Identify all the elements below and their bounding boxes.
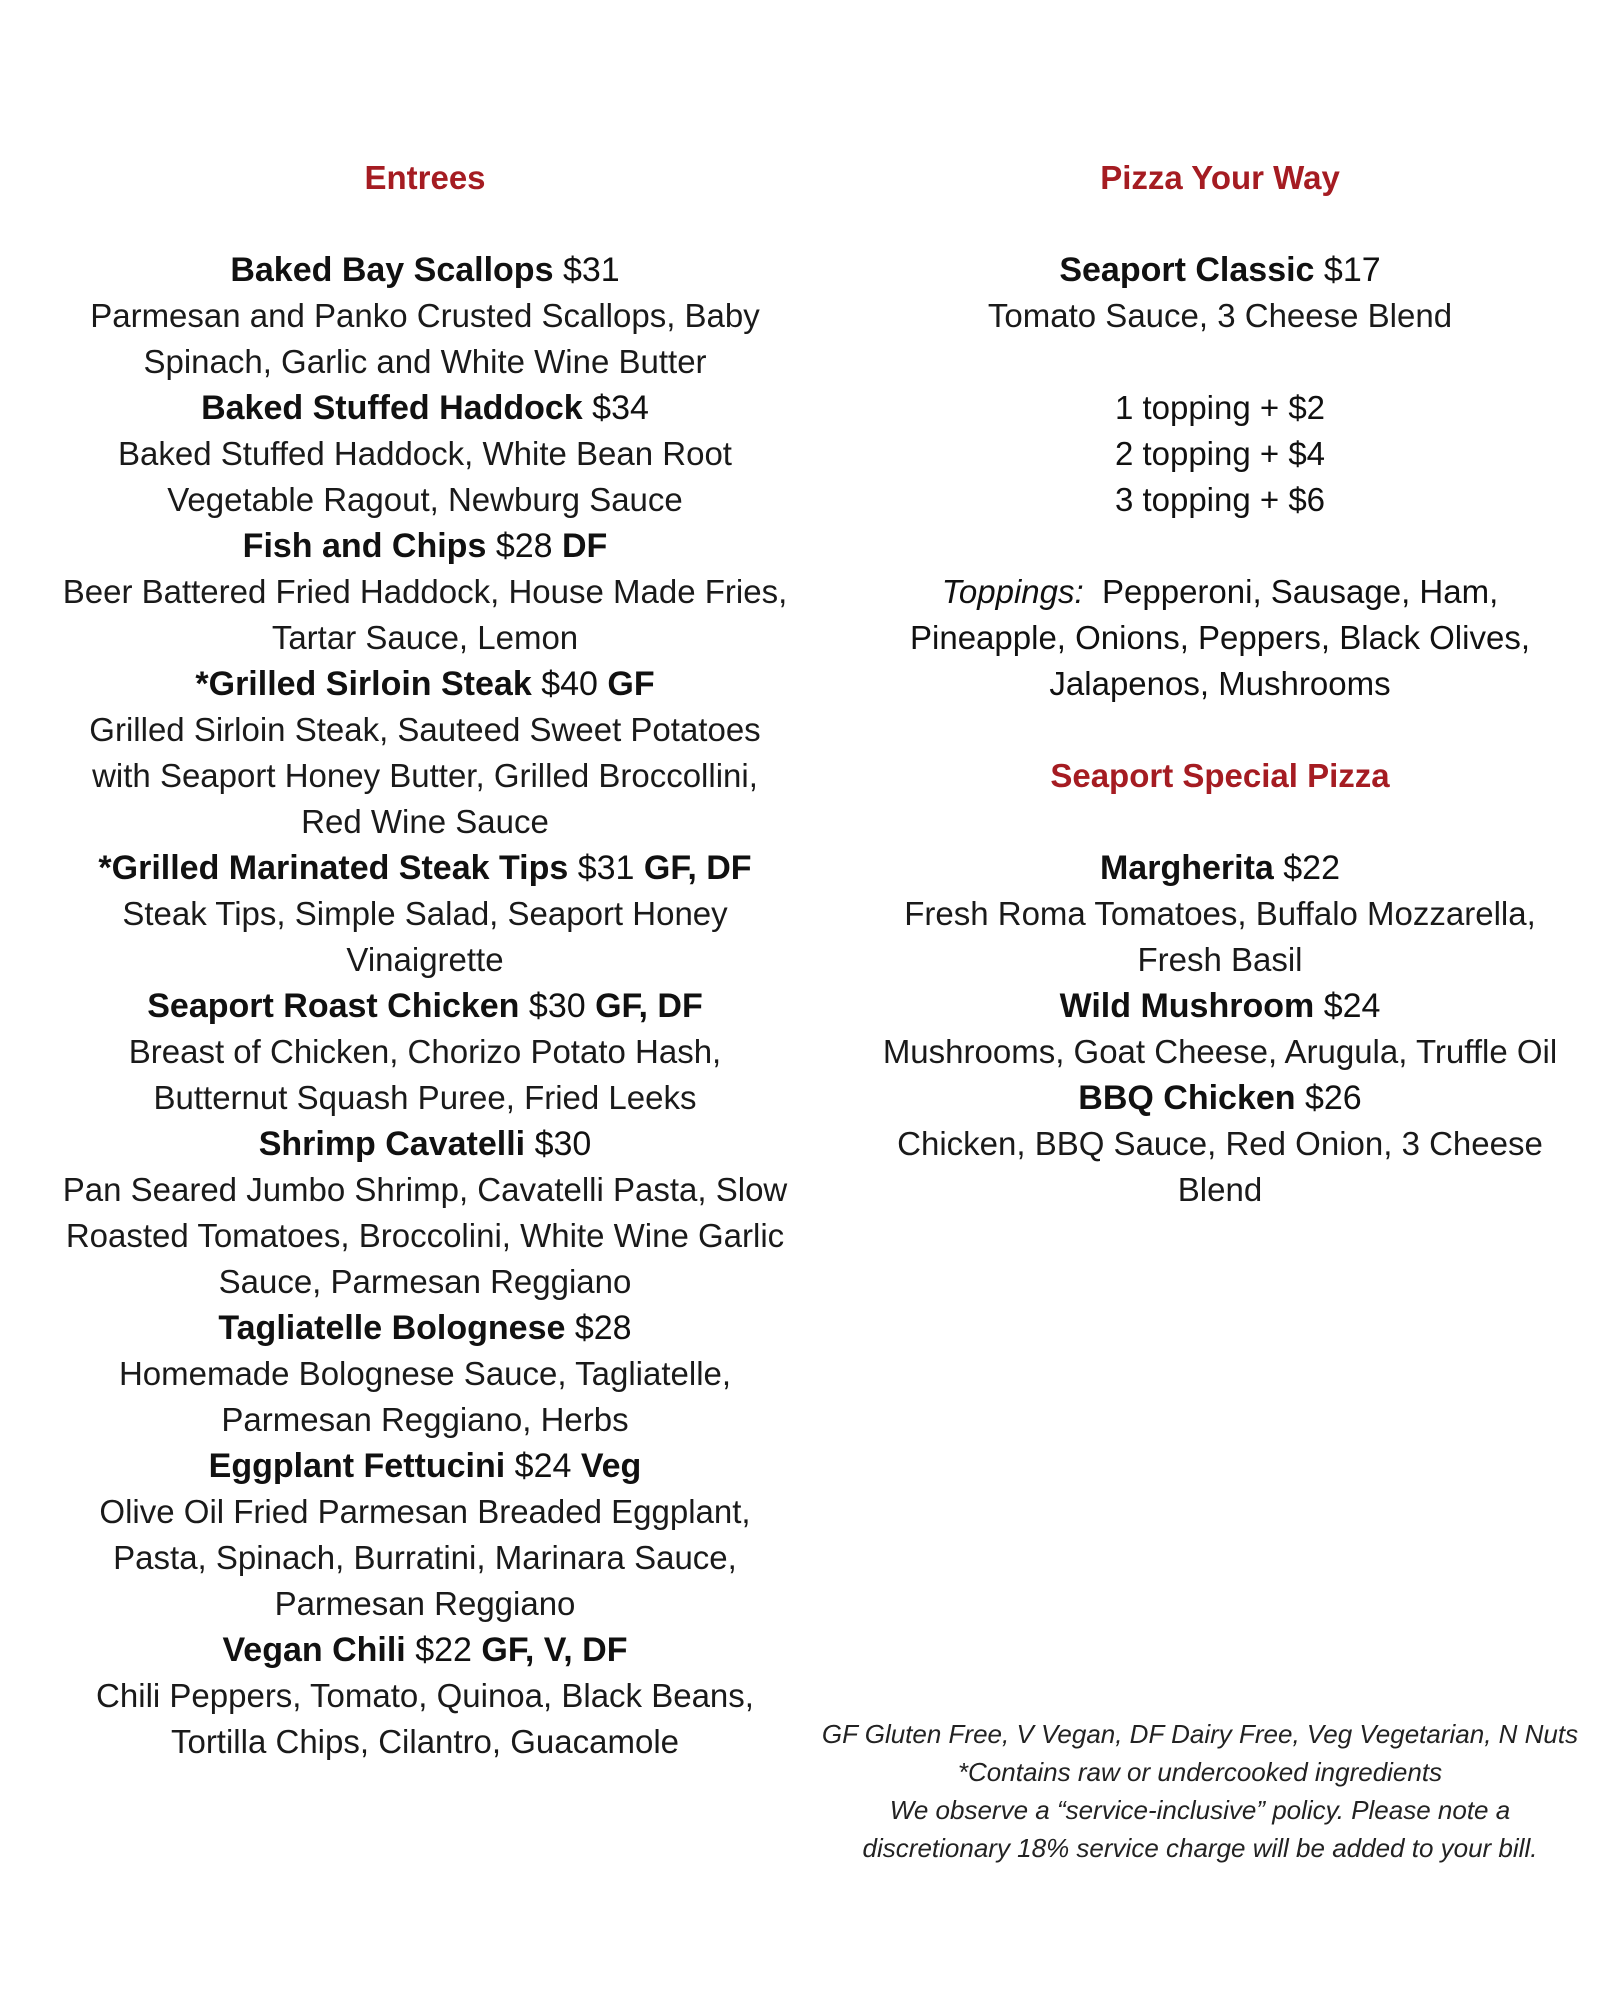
raw-warning: *Contains raw or undercooked ingredients	[957, 1757, 1443, 1787]
item-description: Grilled Sirloin Steak, Sauteed Sweet Potatoes with Seaport Honey Butter, Grilled Broccollini, Red Wine Sauce	[89, 711, 761, 840]
topping-price: 1 topping + $2	[1114, 389, 1326, 426]
menu-item	[60, 1443, 790, 1627]
menu-item	[60, 385, 790, 523]
menu-item	[60, 661, 790, 845]
item-price: $26	[1304, 1079, 1362, 1117]
item-name: Baked Stuffed Haddock	[201, 389, 583, 427]
item-description: Parmesan and Panko Crusted Scallops, Baby Spinach, Garlic and White Wine Butter	[90, 297, 760, 380]
menu-item	[60, 1627, 790, 1765]
dietary-tags: GF, V, DF	[481, 1631, 628, 1669]
toppings-list	[860, 569, 1580, 707]
item-title	[860, 1075, 1580, 1121]
item-price: $31	[562, 251, 620, 289]
item-name: Eggplant Fettucini	[208, 1447, 506, 1485]
item-description: Tomato Sauce, 3 Cheese Blend	[987, 297, 1453, 334]
menu-item	[60, 983, 790, 1121]
item-price: $22	[415, 1631, 472, 1669]
item-price: $28	[574, 1309, 632, 1347]
item-name: BBQ Chicken	[1078, 1079, 1296, 1117]
footnotes	[820, 1715, 1580, 1867]
item-price: $22	[1283, 849, 1340, 887]
item-price: $40	[541, 665, 598, 703]
special-pizza-heading: Seaport Special Pizza	[1050, 757, 1390, 794]
menu-item	[60, 523, 790, 661]
item-price: $31	[577, 849, 635, 887]
menu-item	[60, 1121, 790, 1305]
item-price: $28	[495, 527, 553, 565]
item-name: Baked Bay Scallops	[230, 251, 554, 289]
item-description: Breast of Chicken, Chorizo Potato Hash, Butternut Squash Puree, Fried Leeks	[128, 1033, 722, 1116]
item-price: $30	[534, 1125, 592, 1163]
entrees-heading: Entrees	[364, 159, 486, 196]
item-name: Fish and Chips	[242, 527, 487, 565]
item-description: Chili Peppers, Tomato, Quinoa, Black Beans, Tortilla Chips, Cilantro, Guacamole	[96, 1677, 754, 1760]
topping-price: 2 topping + $4	[1114, 435, 1326, 472]
dietary-legend: GF Gluten Free, V Vegan, DF Dairy Free, Veg Vegetarian, N Nuts	[821, 1719, 1579, 1749]
item-description: Fresh Roma Tomatoes, Buffalo Mozzarella, Fresh Basil	[904, 895, 1536, 978]
service-policy: We observe a “service-inclusive” policy. Please note a discretionary 18% service charge will be added to your bill.	[862, 1795, 1538, 1863]
item-name: *Grilled Marinated Steak Tips	[98, 849, 569, 887]
item-title	[60, 523, 790, 569]
item-description: Beer Battered Fried Haddock, House Made Fries, Tartar Sauce, Lemon	[62, 573, 788, 656]
item-name: *Grilled Sirloin Steak	[195, 665, 532, 703]
item-name: Tagliatelle Bolognese	[218, 1309, 566, 1347]
item-name: Seaport Roast Chicken	[147, 987, 520, 1025]
item-name: Seaport Classic	[1059, 251, 1315, 289]
menu-item	[860, 247, 1580, 339]
item-price: $17	[1323, 251, 1381, 289]
spacer	[860, 523, 1580, 569]
item-description: Steak Tips, Simple Salad, Seaport Honey Vinaigrette	[122, 895, 728, 978]
spacer	[860, 707, 1580, 753]
item-description: Homemade Bolognese Sauce, Tagliatelle, Parmesan Reggiano, Herbs	[118, 1355, 732, 1438]
item-description: Baked Stuffed Haddock, White Bean Root Vegetable Ragout, Newburg Sauce	[118, 435, 732, 518]
menu-item	[60, 247, 790, 385]
item-title	[860, 247, 1580, 293]
dietary-tags: Veg	[580, 1447, 642, 1485]
item-title	[60, 1121, 790, 1167]
menu-item	[860, 845, 1580, 983]
item-title	[60, 845, 790, 891]
menu-item	[860, 1075, 1580, 1213]
toppings-values: Pepperoni, Sausage, Ham, Pineapple, Onions, Peppers, Black Olives, Jalapenos, Mushrooms	[910, 573, 1530, 702]
item-description: Olive Oil Fried Parmesan Breaded Eggplant, Pasta, Spinach, Burratini, Marinara Sauce, Parmesan Reggiano	[99, 1493, 751, 1622]
item-price: $30	[528, 987, 586, 1025]
item-name: Shrimp Cavatelli	[258, 1125, 526, 1163]
item-title	[60, 1305, 790, 1351]
item-title	[60, 1627, 790, 1673]
item-description: Chicken, BBQ Sauce, Red Onion, 3 Cheese Blend	[897, 1125, 1543, 1208]
item-description: Pan Seared Jumbo Shrimp, Cavatelli Pasta, Slow Roasted Tomatoes, Broccolini, White Wine Garlic Sauce, Parmesan Reggiano	[62, 1171, 788, 1300]
toppings-label: Toppings:	[941, 573, 1084, 610]
pizza-your-way-heading: Pizza Your Way	[1100, 159, 1340, 196]
item-name: Wild Mushroom	[1059, 987, 1315, 1025]
item-name: Vegan Chili	[222, 1631, 406, 1669]
topping-price: 3 topping + $6	[1114, 481, 1326, 518]
item-title	[60, 661, 790, 707]
entrees-section	[60, 155, 790, 1765]
menu-item	[60, 1305, 790, 1443]
item-title	[60, 983, 790, 1029]
item-title	[860, 845, 1580, 891]
item-description: Mushrooms, Goat Cheese, Arugula, Truffle Oil	[882, 1033, 1558, 1070]
dietary-tags: GF, DF	[595, 987, 703, 1025]
item-price: $34	[592, 389, 649, 427]
dietary-tags: GF	[607, 665, 655, 703]
item-title	[860, 983, 1580, 1029]
item-name: Margherita	[1099, 849, 1274, 887]
item-price: $24	[514, 1447, 572, 1485]
item-title	[60, 247, 790, 293]
spacer	[860, 339, 1580, 385]
dietary-tags: DF	[562, 527, 608, 565]
item-title	[60, 385, 790, 431]
dietary-tags: GF, DF	[643, 849, 752, 887]
menu-item	[860, 983, 1580, 1075]
item-title	[60, 1443, 790, 1489]
menu-item	[60, 845, 790, 983]
item-price: $24	[1323, 987, 1381, 1025]
pizza-section	[860, 155, 1580, 1213]
